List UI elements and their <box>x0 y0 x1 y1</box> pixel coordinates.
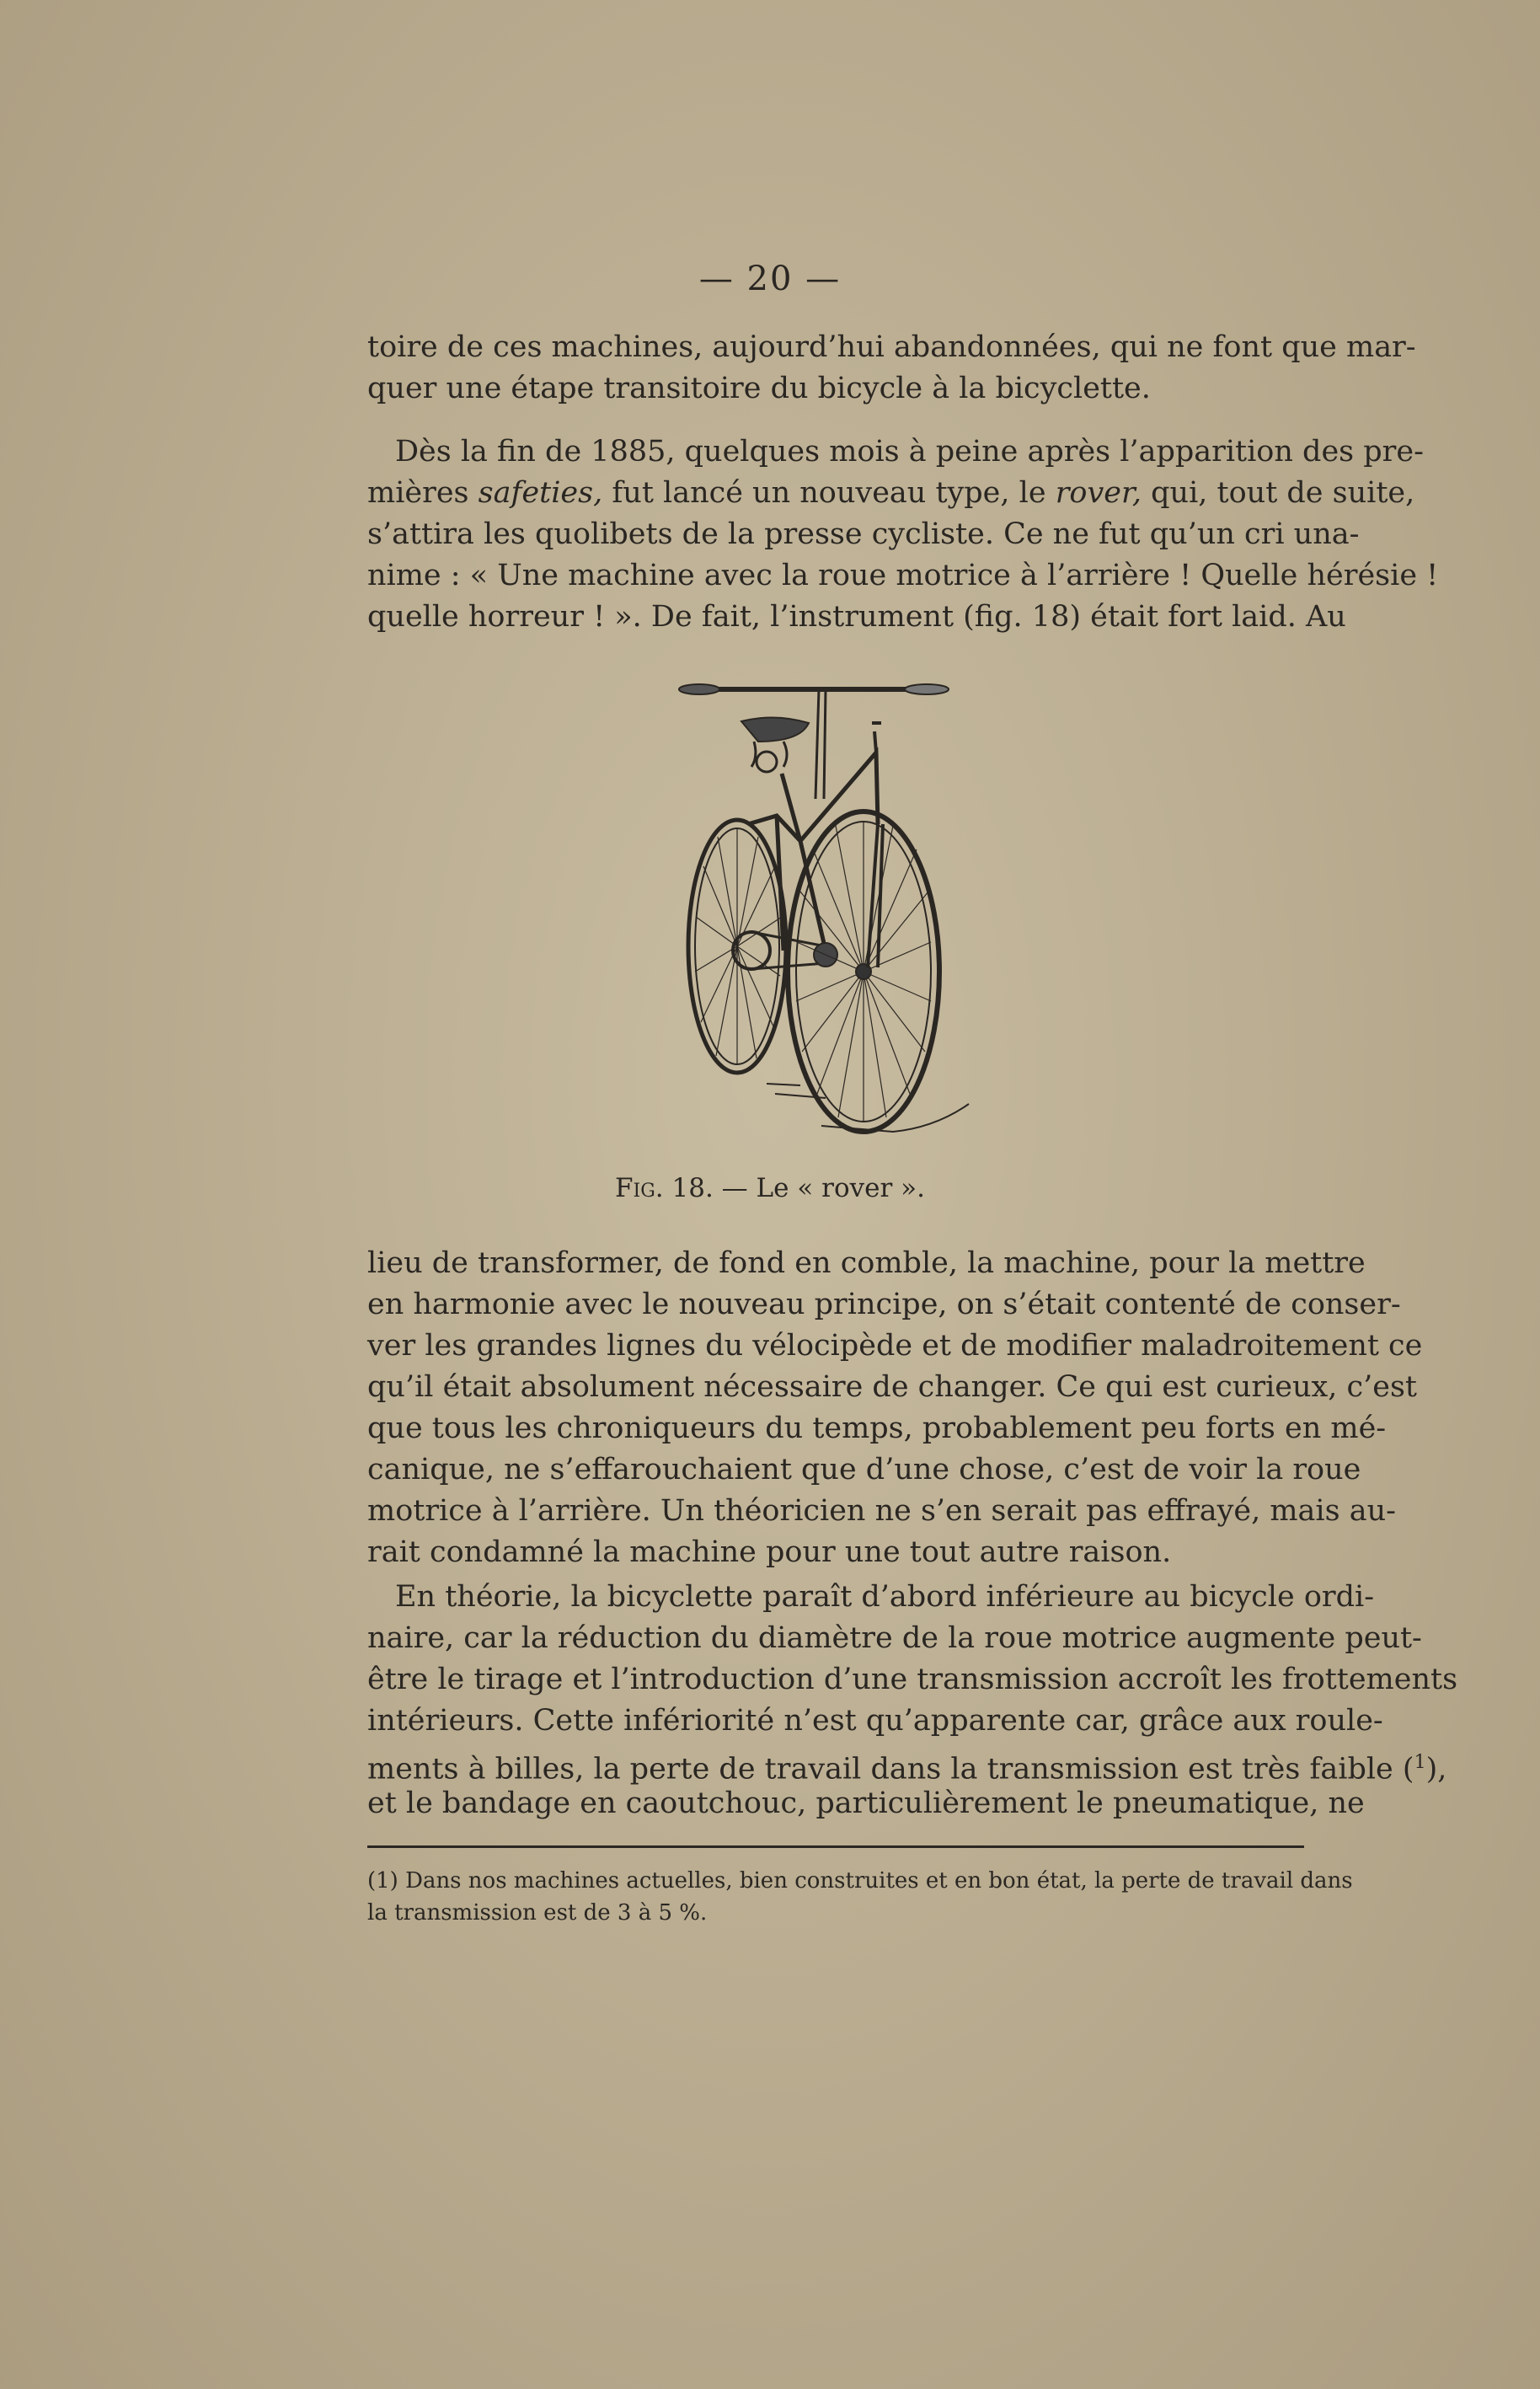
text-line: naire, car la réduction du diamètre de la roue motrice augmente peut- <box>367 1621 1422 1655</box>
text-line: nime : « Une machine avec la roue motrice à l’arrière ! Quelle hérésie ! <box>367 559 1439 592</box>
text-line: lieu de transformer, de fond en comble, la machine, pour la mettre <box>367 1246 1366 1280</box>
text-line: intérieurs. Cette infériorité n’est qu’apparente car, grâce aux roule- <box>367 1704 1383 1738</box>
footnote-line: (1) Dans nos machines actuelles, bien construites et en bon état, la perte de travail dans <box>367 1868 1353 1894</box>
footnote-ref: 1 <box>1414 1752 1426 1773</box>
text-line: quelle horreur ! ». De fait, l’instrument (fig. 18) était fort laid. Au <box>367 600 1346 634</box>
paragraph-rover <box>367 431 1439 638</box>
text-line: rait condamné la machine pour une tout autre raison. <box>367 1535 1172 1569</box>
footnote <box>367 1865 1353 1929</box>
text-line: motrice à l’arrière. Un théoricien ne s’en serait pas effrayé, mais au- <box>367 1494 1396 1528</box>
text-line: être le tirage et l’introduction d’une transmission accroît les frottements <box>367 1663 1458 1696</box>
text-line: Dès la fin de 1885, quelques mois à peine après l’apparition des pre- <box>395 435 1424 469</box>
figure-label: Fig. 18. <box>615 1173 714 1203</box>
opening-text <box>367 327 1416 410</box>
paragraph-transform <box>367 1243 1423 1573</box>
text-line: que tous les chroniqueurs du temps, probablement peu forts en mé- <box>367 1411 1387 1445</box>
text-line: ver les grandes lignes du vélocipède et de modifier maladroitement ce <box>367 1329 1423 1363</box>
text-line: qu’il était absolument nécessaire de changer. Ce qui est curieux, c’est <box>367 1370 1417 1404</box>
page-number: — 20 — <box>698 260 842 298</box>
text-line: ments à billes, la perte de travail dans la transmission est très faible ($^1$), <box>367 1752 1447 1786</box>
rover-bicycle-icon <box>657 672 994 1144</box>
footnote-line: la transmission est de 3 à 5 %. <box>367 1900 708 1926</box>
text-line: mières safeties, fut lancé un nouveau type, le rover, qui, tout de suite, <box>367 476 1415 510</box>
text-line: s’attira les quolibets de la presse cycliste. Ce ne fut qu’un cri una- <box>367 517 1360 551</box>
figure-title: — Le « rover ». <box>713 1173 925 1203</box>
text-line: toire de ces machines, aujourd’hui abandonnées, qui ne font que mar- <box>367 330 1416 364</box>
text-line: En théorie, la bicyclette paraît d’abord inférieure au bicycle ordi- <box>395 1580 1375 1614</box>
text-line: canique, ne s’effarouchaient que d’une chose, c’est de voir la roue <box>367 1453 1361 1486</box>
paragraph-theory <box>367 1577 1458 1824</box>
figure-caption <box>0 1173 1540 1203</box>
text-line: et le bandage en caoutchouc, particulièrement le pneumatique, ne <box>367 1786 1365 1820</box>
footnote-divider <box>367 1845 1304 1848</box>
text-line: en harmonie avec le nouveau principe, on s’était contenté de conser- <box>367 1288 1401 1321</box>
text-line: quer une étape transitoire du bicycle à la bicyclette. <box>367 372 1151 405</box>
